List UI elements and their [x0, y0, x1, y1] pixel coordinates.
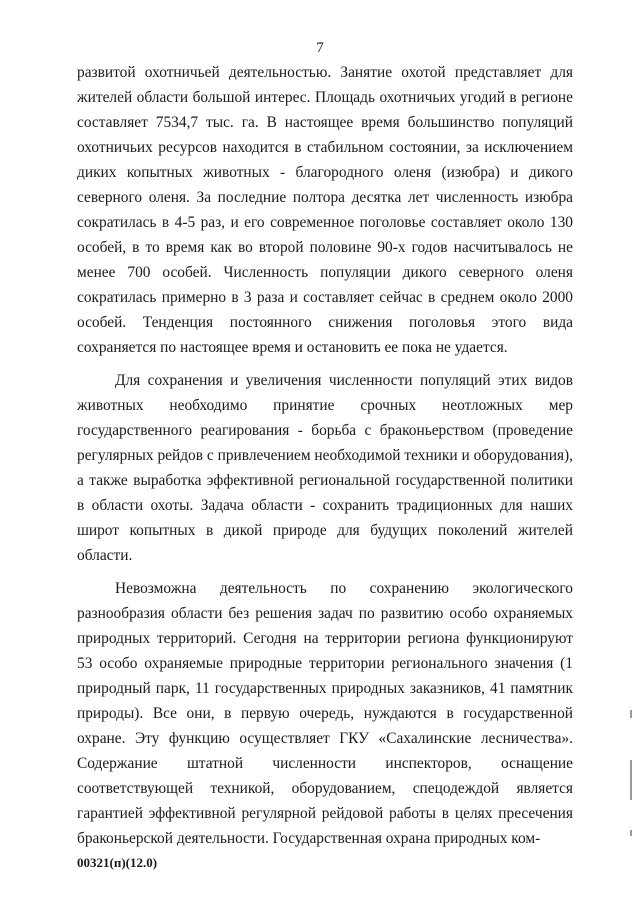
paragraph: Невозможна деятельность по сохранению экологического разнообразия области без решения задач по развитию особо охраняемых природных территорий. Сегодня на территории региона функционируют 53 особо охраняемые природные территории регионального значения (1 природный парк, 11 государственных природных заказников, 41 памятник природы). Все они, в первую очередь, нуждаются в государственной охране. Эту функцию осуществляет ГКУ «Сахалинские лесничества». Содержание штатной численности инспекторов, оснащение соответствующей техникой, оборудованием, спецодеждой является гарантией эффективной регулярной рейдовой работы в целях пресечения браконьерской деятельности. Государственная охрана природных ком-	[77, 580, 573, 847]
document-body	[77, 60, 573, 859]
page-number: 7	[316, 40, 324, 56]
document-code: 00321(п)(12.0)	[77, 855, 158, 870]
paragraph-continued: развитой охотничьей деятельностью. Занятие охотой представляет для жителей области большой интерес. Площадь охотничьих угодий в регионе составляет 7534,7 тыс. га. В настоящее время большинство популяций охотничьих ресурсов находится в стабильном состоянии, за исключением диких копытных животных - благородного оленя (изюбра) и дикого северного оленя. За последние полтора десятка лет численность изюбра сократилась в 4-5 раз, и его современное поголовье составляет около 130 особей, в то время как во второй половине 90-х годов насчитывалось не менее 700 особей. Численность популяции дикого северного оленя сократилась примерно в 3 раза и составляет сейчас в среднем около 2000 особей. Тенденция постоянного снижения поголовья этого вида сохраняется по настоящее время и остановить ее пока не удается.	[77, 64, 573, 356]
scan-edge-marks	[628, 700, 634, 860]
paragraph: Для сохранения и увеличения численности популяций этих видов животных необходимо принятие срочных неотложных мер государственного реагирования - борьба с браконьерством (проведение регулярных рейдов с привлечением необходимой техники и оборудования), а также выработка эффективной региональной государственной политики в области охоты. Задача области - сохранить традиционных для наших широт копытных в дикой природе для будущих поколений жителей области.	[77, 372, 573, 564]
